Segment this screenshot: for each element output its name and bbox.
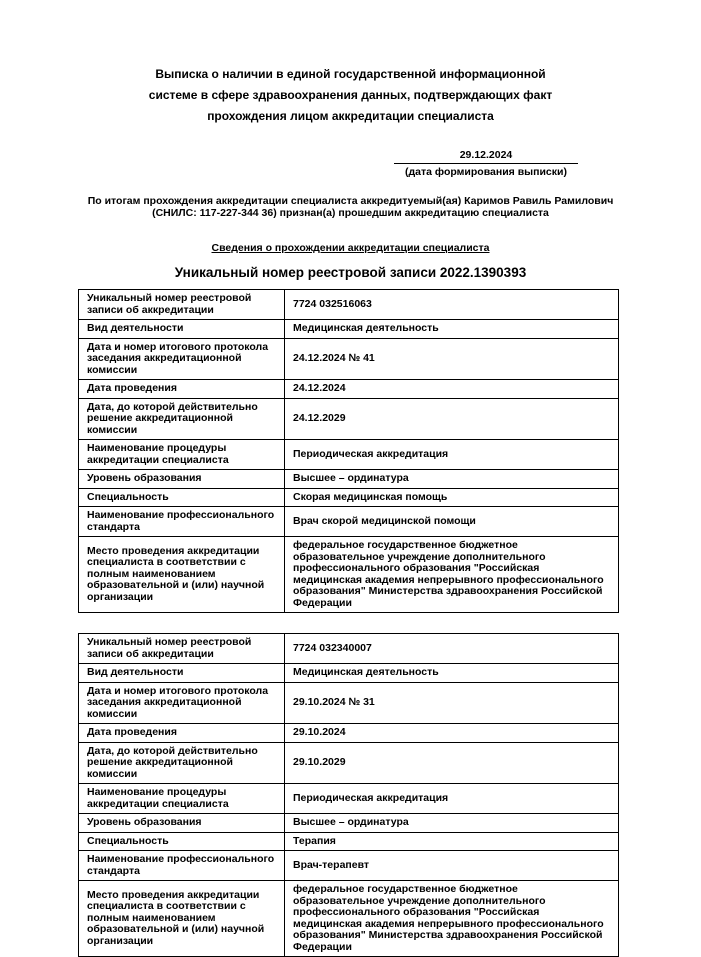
- row-value: Высшее – ординатура: [285, 470, 619, 489]
- row-label: Дата проведения: [79, 724, 285, 743]
- row-label: Дата, до которой действительно решение аккредитационной комиссии: [79, 398, 285, 440]
- row-value: Скорая медицинская помощь: [285, 488, 619, 507]
- table-row: [79, 398, 619, 440]
- table-row: [79, 338, 619, 380]
- document-page: [0, 64, 701, 953]
- document-title: [136, 64, 566, 127]
- row-label: Наименование процедуры аккредитации специалиста: [79, 784, 285, 814]
- row-label: Вид деятельности: [79, 664, 285, 683]
- row-value: 24.12.2029: [285, 398, 619, 440]
- row-label: Уникальный номер реестровой записи об аккредитации: [79, 634, 285, 664]
- row-value: Медицинская деятельность: [285, 320, 619, 339]
- row-value: 24.12.2024: [285, 380, 619, 399]
- registry-record-heading: Уникальный номер реестровой записи 2022.1390393: [174, 265, 527, 280]
- table-row: [79, 832, 619, 851]
- table-row: [79, 507, 619, 537]
- section-heading: Сведения о прохождении аккредитации специалиста: [211, 242, 490, 254]
- row-value: Медицинская деятельность: [285, 664, 619, 683]
- extract-date-caption: (дата формирования выписки): [405, 166, 567, 178]
- row-value: Высшее – ординатура: [285, 814, 619, 833]
- table-row: [79, 634, 619, 664]
- table-row: [79, 537, 619, 613]
- row-label: Место проведения аккредитации специалиста в соответствии с полным наименованием образовательной и (или) научной организации: [79, 881, 285, 957]
- row-label: Наименование профессионального стандарта: [79, 507, 285, 537]
- row-value: Периодическая аккредитация: [285, 440, 619, 470]
- table-row: [79, 814, 619, 833]
- row-label: Наименование профессионального стандарта: [79, 851, 285, 881]
- document-title-line-3: прохождения лицом аккредитации специалиста: [207, 109, 494, 123]
- document-title-line-2: системе в сфере здравоохранения данных, подтверждающих факт: [148, 88, 553, 102]
- table-row: [79, 664, 619, 683]
- row-value: 29.10.2029: [285, 742, 619, 784]
- table-row: [79, 784, 619, 814]
- row-value: 24.12.2024 № 41: [285, 338, 619, 380]
- table-row: [79, 320, 619, 339]
- row-label: Специальность: [79, 832, 285, 851]
- document-title-line-1: Выписка о наличии в единой государственной информационной: [155, 67, 546, 81]
- table-row: [79, 851, 619, 881]
- row-label: Уровень образования: [79, 470, 285, 489]
- table-row: [79, 380, 619, 399]
- row-value: 7724 032340007: [285, 634, 619, 664]
- table-row: [79, 742, 619, 784]
- table-row: [79, 440, 619, 470]
- accreditation-table-1: [78, 289, 619, 613]
- extract-date-block: [394, 149, 578, 178]
- row-value: 29.10.2024 № 31: [285, 682, 619, 724]
- row-label: Уровень образования: [79, 814, 285, 833]
- table-row: [79, 682, 619, 724]
- row-value: федеральное государственное бюджетное образовательное учреждение дополнительного профессионального образования "Российская медицинская академия непрерывного профессионального образования" Министерства здравоохранения Российской Федерации: [285, 881, 619, 957]
- row-label: Наименование процедуры аккредитации специалиста: [79, 440, 285, 470]
- row-value: федеральное государственное бюджетное образовательное учреждение дополнительного профессионального образования "Российская медицинская академия непрерывного профессионального образования" Министерства здравоохранения Российской Федерации: [285, 537, 619, 613]
- row-label: Вид деятельности: [79, 320, 285, 339]
- row-value: 7724 032516063: [285, 290, 619, 320]
- row-value: 29.10.2024: [285, 724, 619, 743]
- row-value: Врач-терапевт: [285, 851, 619, 881]
- row-label: Дата проведения: [79, 380, 285, 399]
- row-label: Дата и номер итогового протокола заседания аккредитационной комиссии: [79, 682, 285, 724]
- table-row: [79, 470, 619, 489]
- row-value: Периодическая аккредитация: [285, 784, 619, 814]
- accreditation-table-2: [78, 633, 619, 957]
- row-label: Место проведения аккредитации специалиста в соответствии с полным наименованием образовательной и (или) научной организации: [79, 537, 285, 613]
- row-label: Уникальный номер реестровой записи об аккредитации: [79, 290, 285, 320]
- row-value: Терапия: [285, 832, 619, 851]
- row-value: Врач скорой медицинской помощи: [285, 507, 619, 537]
- accreditation-summary-paragraph: По итогам прохождения аккредитации специалиста аккредитуемый(ая) Каримов Равиль Рамилович (СНИЛС: 117-227-344 36) признан(а) прошедшим аккредитацию специалиста: [87, 195, 614, 219]
- table-gap: [0, 613, 701, 623]
- table-row: [79, 724, 619, 743]
- table-row: [79, 290, 619, 320]
- row-label: Специальность: [79, 488, 285, 507]
- row-label: Дата и номер итогового протокола заседания аккредитационной комиссии: [79, 338, 285, 380]
- extract-date-value: 29.12.2024: [394, 149, 578, 164]
- table-row: [79, 881, 619, 957]
- table-row: [79, 488, 619, 507]
- row-label: Дата, до которой действительно решение аккредитационной комиссии: [79, 742, 285, 784]
